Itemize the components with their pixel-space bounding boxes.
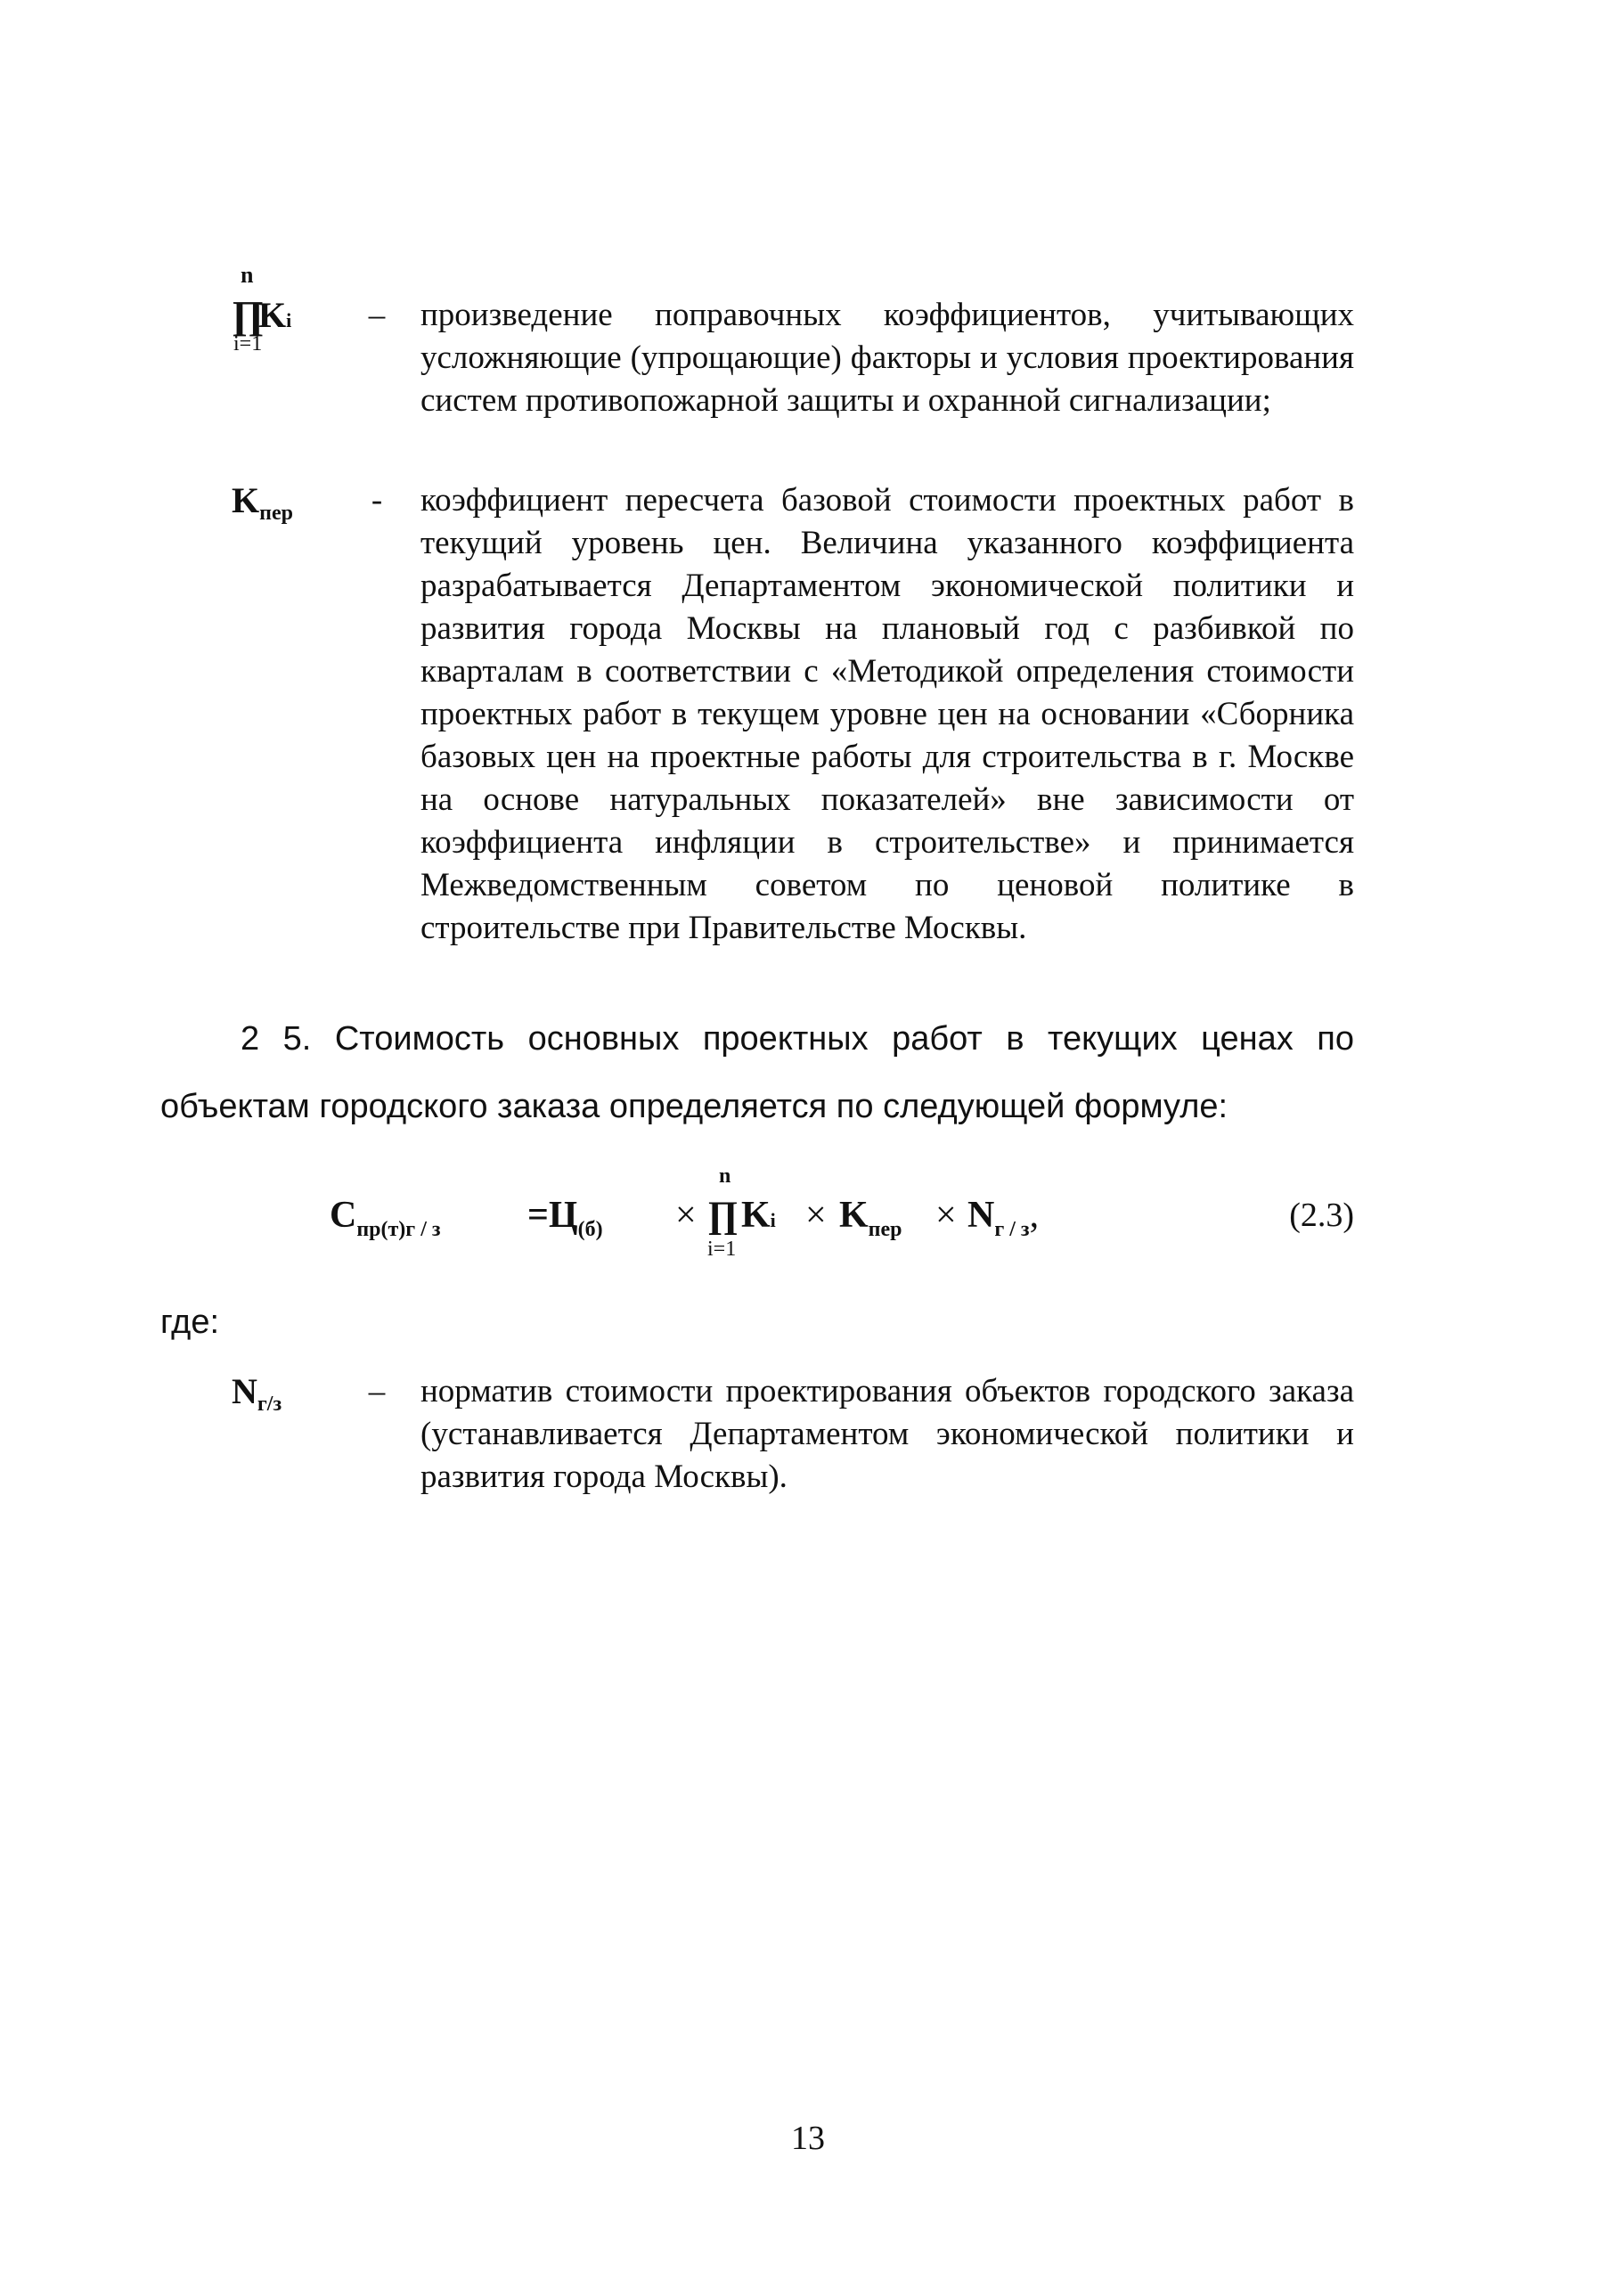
n-gz-letter: N: [232, 1371, 257, 1411]
formula-k-letter: K: [741, 1195, 771, 1236]
formula-k: [741, 1194, 776, 1242]
page-number: 13: [791, 2120, 825, 2157]
definition-n-gz: [232, 1370, 1354, 1504]
formula-price-subscript: (б): [577, 1218, 603, 1241]
definition-product-coefficients: [232, 262, 1354, 472]
coefficient-k-index: i: [286, 309, 292, 331]
formula-c-letter: C: [330, 1195, 357, 1236]
formula-k-per-subscript: пер: [868, 1218, 902, 1241]
formula-times-1: ×: [675, 1195, 697, 1236]
paragraph-2-5: 2 5. Стоимость основных проектных работ в текущих ценах по объектам городского заказа определяется по следующей формуле:: [160, 1020, 1354, 1125]
product-upper-limit: n: [241, 262, 254, 288]
definition-dash: –: [368, 1373, 386, 1409]
formula-c: [330, 1194, 441, 1251]
definition-dash: -: [371, 482, 383, 519]
formula-n-subscript: г / з: [994, 1218, 1030, 1241]
product-symbol: [232, 262, 347, 355]
formula-number: (2.3): [1289, 1197, 1354, 1234]
definition-text: коэффициент пересчета базовой стоимости проектных работ в текущий уровень цен. Величина указанного коэффициента разрабатывается Департаментом экономической политики и развития города Москвы на плановый год с разбивкой по кварталам в соответствии с «Методикой определения стоимости проектных работ в текущем уровне цен на основании «Сборника базовых цен на проектные работы для строительства в г. Москве на основе натуральных показателей» вне зависимости от коэффициента инфляции в строительстве» и принимается Межведомственным советом по ценовой политике в строительстве при Правительстве Москвы.: [420, 482, 1354, 946]
formula-n-letter: N: [967, 1195, 995, 1236]
formula-product-upper: n: [719, 1164, 731, 1188]
k-per-subscript: пер: [259, 502, 293, 525]
formula-product-lower: i=1: [707, 1238, 737, 1261]
k-per-symbol: [232, 479, 347, 535]
formula-equals-price: =Ц: [527, 1195, 578, 1236]
formula-times-3: ×: [935, 1195, 957, 1236]
formula-n: [967, 1194, 1039, 1251]
formula-product-sign: ∏: [707, 1195, 739, 1236]
formula-times-2: ×: [805, 1195, 827, 1236]
definition-k-per: [232, 479, 1354, 978]
coefficient-k: K: [258, 295, 287, 335]
where-label: где:: [160, 1303, 220, 1341]
definition-text: произведение поправочных коэффициентов, учитывающих усложняющие (упрощающие) факторы и условия проектирования систем противопожарной защиты и охранной сигнализации;: [420, 297, 1354, 419]
formula-price: [527, 1194, 603, 1251]
product-lower-limit: i=1: [233, 332, 263, 355]
formula-2-3: [330, 1164, 1354, 1274]
formula-comma: ,: [1029, 1195, 1040, 1236]
formula-c-subscript: пр(т)г / з: [356, 1218, 441, 1241]
definition-text: норматив стоимости проектирования объектов городского заказа (устанавливается Департаментом экономической политики и развития города Москвы).: [420, 1373, 1354, 1495]
n-gz-symbol: [232, 1370, 347, 1426]
formula-k-per-letter: K: [839, 1195, 869, 1236]
formula-k-index: i: [770, 1209, 776, 1231]
k-per-letter: K: [232, 480, 260, 520]
product-sign: ∏: [232, 293, 265, 337]
definition-dash: –: [368, 297, 386, 333]
n-gz-subscript: г/з: [257, 1393, 282, 1416]
formula-k-per: [839, 1194, 902, 1251]
